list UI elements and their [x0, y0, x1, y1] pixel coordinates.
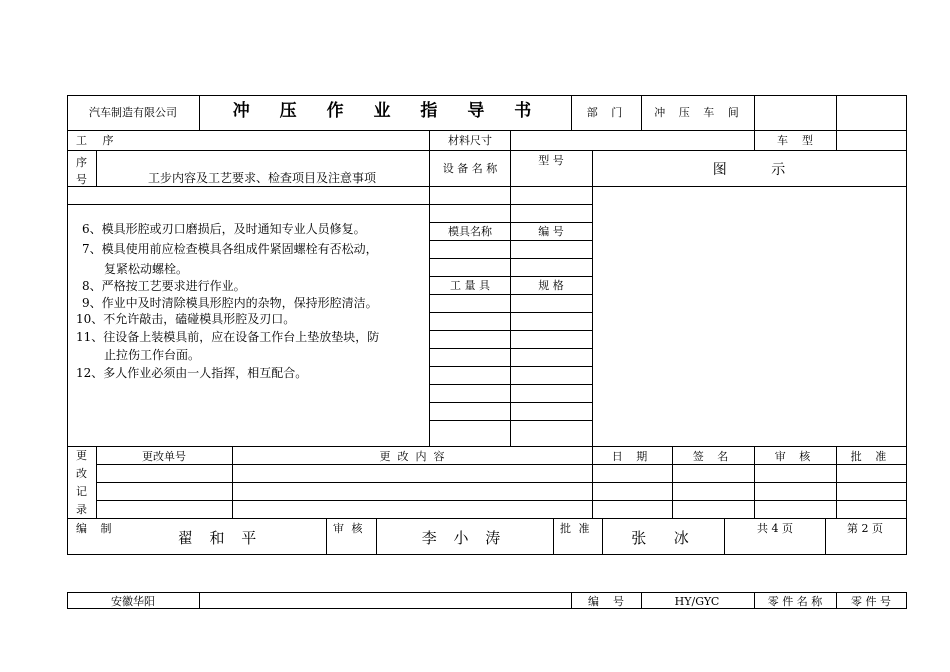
department-value: 冲 压 车 间	[654, 106, 744, 119]
step-item: 6、模具形腔或刃口磨损后，及时通知专业人员修复。	[82, 222, 366, 236]
step-item: 12、多人作业必须由一人指挥，相互配合。	[76, 366, 308, 380]
footer-company: 安徽华阳	[111, 595, 155, 608]
vehicle-model-label: 车 型	[777, 134, 813, 147]
footer-code-value: HY/GYC	[674, 595, 720, 608]
reviewer-name: 李 小 涛	[421, 529, 507, 547]
step-item: 10、不允许敲击，磕碰模具形腔及刃口。	[76, 312, 296, 326]
step-item: 11、往设备上装模具前，应在设备工作台上垫放垫块，防	[76, 330, 380, 344]
approver-name: 张 冰	[631, 529, 695, 547]
material-size-label: 材料尺寸	[448, 134, 492, 147]
step-item: 8、严格按工艺要求进行作业。	[82, 279, 246, 293]
diagram-label: 图 示	[712, 162, 786, 178]
part-number-label: 零 件 号	[851, 595, 891, 608]
model-number-label: 型 号	[538, 154, 564, 167]
department-label: 部 门	[586, 106, 628, 119]
spec-label: 规 格	[538, 279, 564, 292]
process-label: 工 序	[76, 134, 120, 147]
part-name-label: 零 件 名 称	[767, 595, 823, 608]
step-item: 止拉伤工作台面。	[104, 348, 201, 362]
compiled-by-label: 编 制	[76, 522, 117, 535]
step-item: 7、模具使用前应检查模具各组成件紧固螺栓有否松动，	[82, 242, 378, 256]
page-number: 第 2 页	[847, 522, 883, 535]
gauge-label: 工 量 具	[450, 279, 490, 292]
footer-code-label: 编 号	[588, 595, 624, 608]
change-record-char: 录	[76, 503, 87, 516]
approve-label: 批 准	[850, 450, 892, 463]
change-record-char: 改	[76, 467, 87, 480]
change-record-char: 更	[76, 449, 87, 462]
step-item: 9、作业中及时清除模具形腔内的杂物，保持形腔清洁。	[82, 296, 378, 310]
mold-number-label: 编 号	[538, 225, 564, 238]
step-item: 复紧松动螺栓。	[104, 262, 189, 276]
mold-name-label: 模具名称	[448, 225, 492, 238]
date-label: 日 期	[611, 450, 653, 463]
reviewed-by-label: 审 核	[333, 522, 365, 535]
total-pages: 共 4 页	[757, 522, 793, 535]
sequence-label: 序号	[76, 156, 87, 186]
signature-label: 签 名	[692, 450, 734, 463]
steps-header: 工步内容及工艺要求、检查项目及注意事项	[147, 171, 377, 185]
review-label: 审 核	[774, 450, 816, 463]
company-name: 汽车制造有限公司	[89, 106, 177, 119]
document-title: 冲 压 作 业 指 导 书	[232, 101, 544, 121]
equipment-name-label: 设 备 名 称	[442, 162, 498, 175]
change-order-number-label: 更改单号	[142, 450, 186, 463]
change-content-label: 更 改 内 容	[379, 450, 445, 463]
compiler-name: 翟 和 平	[177, 529, 263, 547]
change-record-char: 记	[76, 485, 87, 498]
approved-by-label: 批 准	[560, 522, 592, 535]
